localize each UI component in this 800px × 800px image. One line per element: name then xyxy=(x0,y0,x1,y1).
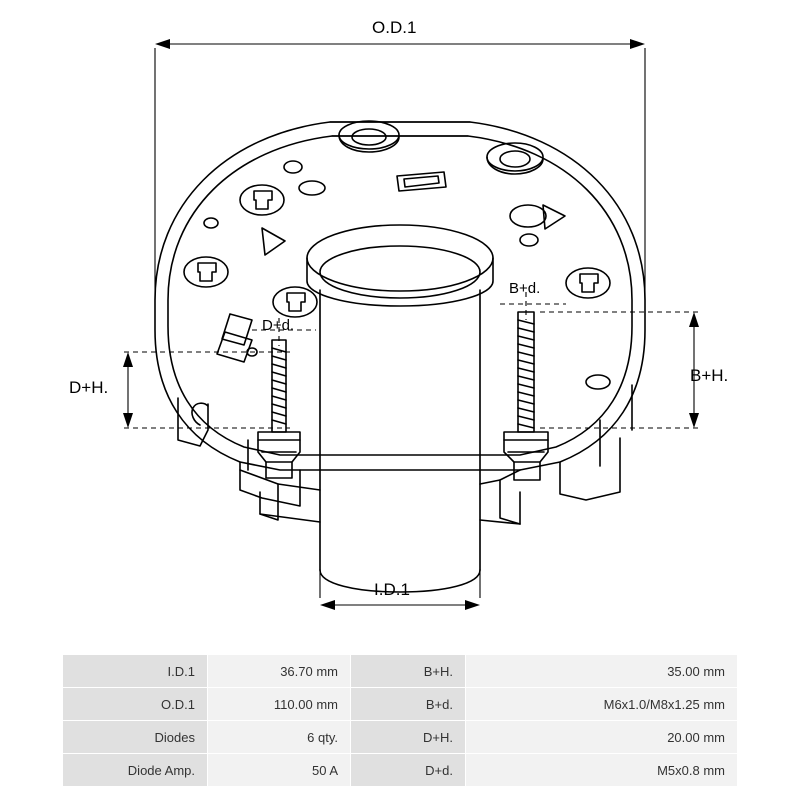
spec-value-od1: 110.00 mm xyxy=(208,688,351,721)
small-hole-d xyxy=(586,375,610,389)
diode-4 xyxy=(566,268,610,298)
small-hole-a xyxy=(204,218,218,228)
center-hub xyxy=(307,225,493,592)
table-row xyxy=(63,754,738,787)
spec-label-diodes: Diodes xyxy=(63,721,208,754)
spec-label-dh: D+H. xyxy=(351,721,466,754)
diode-2 xyxy=(184,257,228,287)
dimension-arrowheads xyxy=(123,39,699,610)
spec-label-dd: D+d. xyxy=(351,754,466,787)
table-row xyxy=(63,721,738,754)
spec-label-id1: I.D.1 xyxy=(63,655,208,688)
specification-table xyxy=(62,654,738,787)
dimension-lines xyxy=(124,44,700,605)
table-row xyxy=(63,688,738,721)
d-plus-stud xyxy=(258,340,300,478)
diode-6 xyxy=(299,181,325,195)
dimension-label-bd: B+d. xyxy=(509,280,541,297)
spec-value-dd: M5x0.8 mm xyxy=(466,754,738,787)
dimension-label-id1: I.D.1 xyxy=(374,580,410,599)
rectifier-body-outline xyxy=(155,122,645,470)
small-hole-c xyxy=(520,234,538,246)
spec-label-bd: B+d. xyxy=(351,688,466,721)
dimension-label-bh: B+H. xyxy=(690,366,729,385)
diode-1 xyxy=(240,185,284,215)
spec-value-id1: 36.70 mm xyxy=(208,655,351,688)
spec-value-diode-amp: 50 A xyxy=(208,754,351,787)
mounting-hole-right xyxy=(487,143,543,174)
diode-5 xyxy=(510,205,546,227)
dimension-label-dh: D+H. xyxy=(69,378,109,397)
spec-label-diode-amp: Diode Amp. xyxy=(63,754,208,787)
plate-slot-left xyxy=(222,314,252,345)
dimension-label-od1: O.D.1 xyxy=(372,18,417,37)
spec-value-bd: M6x1.0/M8x1.25 mm xyxy=(466,688,738,721)
center-slot xyxy=(397,172,446,191)
spec-label-bh: B+H. xyxy=(351,655,466,688)
spec-value-diodes: 6 qty. xyxy=(208,721,351,754)
dimension-label-dd: D+d. xyxy=(262,317,295,334)
spec-value-bh: 35.00 mm xyxy=(466,655,738,688)
spec-label-od1: O.D.1 xyxy=(63,688,208,721)
spec-value-dh: 20.00 mm xyxy=(466,721,738,754)
arrow-marker-left xyxy=(262,228,285,255)
table-row xyxy=(63,655,738,688)
diode-3 xyxy=(273,287,317,317)
small-hole-b xyxy=(284,161,302,173)
